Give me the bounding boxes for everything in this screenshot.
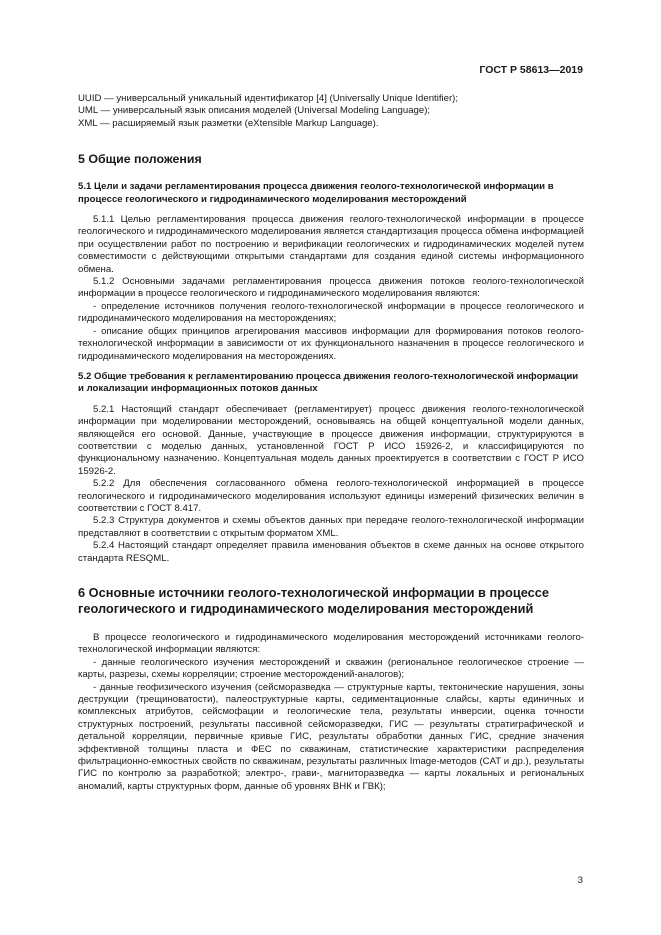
list-item-6-geophysical: - данные геофизического изучения (сейсморазведка — структурные карты, тектонические нарушения, зоны деструкции (трещиноватости), палеоструктурные карты, седиментационные слайсы, карты единичных и комплексных атрибутов, сейсмофации и геологические тела, результаты инверсии, оценка точности структурных построений, результаты пассивной сейсморазведки, ГИС — результаты стратиграфической и детальной корреляции, первичные кривые ГИС, результаты обработки данных ГИС, средние значения эффективной толщины пласта и ФЕС по скважинам, статистические характеристики распределения фильтрационно-емкостных свойств по скважинам, результаты различных Image-методов (CAT и др.), результаты ГИС по контролю за разработкой; электро-, грави-, магниторазведка — карты локальных и региональных аномалий, карты структурных форм, данные об уровнях ВНК и ГВК);: [78, 681, 584, 792]
section-5-1-title: 5.1 Цели и задачи регламентирования процесса движения геолого-технологической информации в процессе геологического и гидродинамического моделирования месторождений: [78, 181, 554, 205]
paragraph-5-2-4: 5.2.4 Настоящий стандарт определяет правила именования объектов в схеме данных на основе открытого стандарта RESQML.: [78, 540, 584, 564]
abbreviation-uml: UML — универсальный язык описания моделей (Universal Modeling Language);: [78, 105, 431, 117]
abbreviation-uuid: UUID — универсальный уникальный идентификатор [4] (Universally Unique Identifier);: [78, 93, 459, 104]
paragraph-5-1-2: 5.1.2 Основными задачами регламентирования процесса движения потоков геолого-технологической информации в процессе геологического и гидродинамического моделирования являются:: [78, 276, 584, 300]
abbreviation-xml: XML — расширяемый язык разметки (eXtensible Markup Language).: [78, 117, 379, 129]
list-item-6-geological: - данные геологического изучения месторождений и скважин (региональное геологическое строение — карты, разрезы, схемы корреляции; строение месторождений-аналогов);: [78, 656, 584, 681]
section-6-title: 6 Основные источники геолого-технологической информации в процессе геологического и гидродинамического моделирования месторождений: [78, 585, 549, 616]
paragraph-6-intro: В процессе геологического и гидродинамического моделирования месторождений источниками геолого-технологической информации являются:: [78, 632, 584, 656]
paragraph-5-2-2: 5.2.2 Для обеспечения согласованного обмена геолого-технологической информацией в процессе геологического и гидродинамического моделирования используют единицы измерений физических величин в соответствии с ГОСТ 8.417.: [78, 478, 584, 514]
section-5-2-title: 5.2 Общие требования к регламентированию процесса движения геолого-технологической информации и локализации информационных потоков данных: [78, 370, 579, 395]
paragraph-5-2-1: 5.2.1 Настоящий стандарт обеспечивает (регламентирует) процесс движения геолого-технологической информации при моделировании месторождений, основываясь на общей концептуальной модели данных, являющейся его основой. Данные, участвующие в процессе движения информации, структурируются в соответствии с моделью данных, установленной ГОСТ Р ИСО 15926-2, и классифицируются по функциональному назначению. Концептуальная модель данных проектируется в соответствии с ГОСТ Р ИСО 15926-2.: [78, 403, 584, 477]
page-number: 3: [577, 875, 583, 886]
page-content: [78, 93, 584, 793]
paragraph-5-2-3: 5.2.3 Структура документов и схемы объектов данных при передаче геолого-технологической информации представляют в соответствии с открытым форматом XML.: [78, 515, 584, 539]
paragraph-5-1-1: 5.1.1 Целью регламентирования процесса движения геолого-технологической информации в процессе геологического и гидродинамического моделирования является стандартизация процесса обмена информацией при осуществлении работ по построению и верификации геологических и гидродинамических моделей путем совместимости с действующими открытыми стандартами для создания единой системы информационного обмена.: [78, 214, 584, 275]
abbreviations-list: [78, 93, 584, 130]
section-5-title: 5 Общие положения: [78, 152, 202, 167]
standard-code: ГОСТ Р 58613—2019: [479, 64, 583, 76]
list-item-5-1-2-b: - описание общих принципов агрегирования массивов информации для формирования потоков геолого-технологической информации в зависимости от их функционального назначения в процессе геологического и гидродинамического моделирования на месторождениях.: [78, 325, 584, 362]
list-item-5-1-2-a: - определение источников получения геолого-технологической информации в процессе геологического и гидродинамического моделирования на месторождениях;: [78, 300, 584, 325]
